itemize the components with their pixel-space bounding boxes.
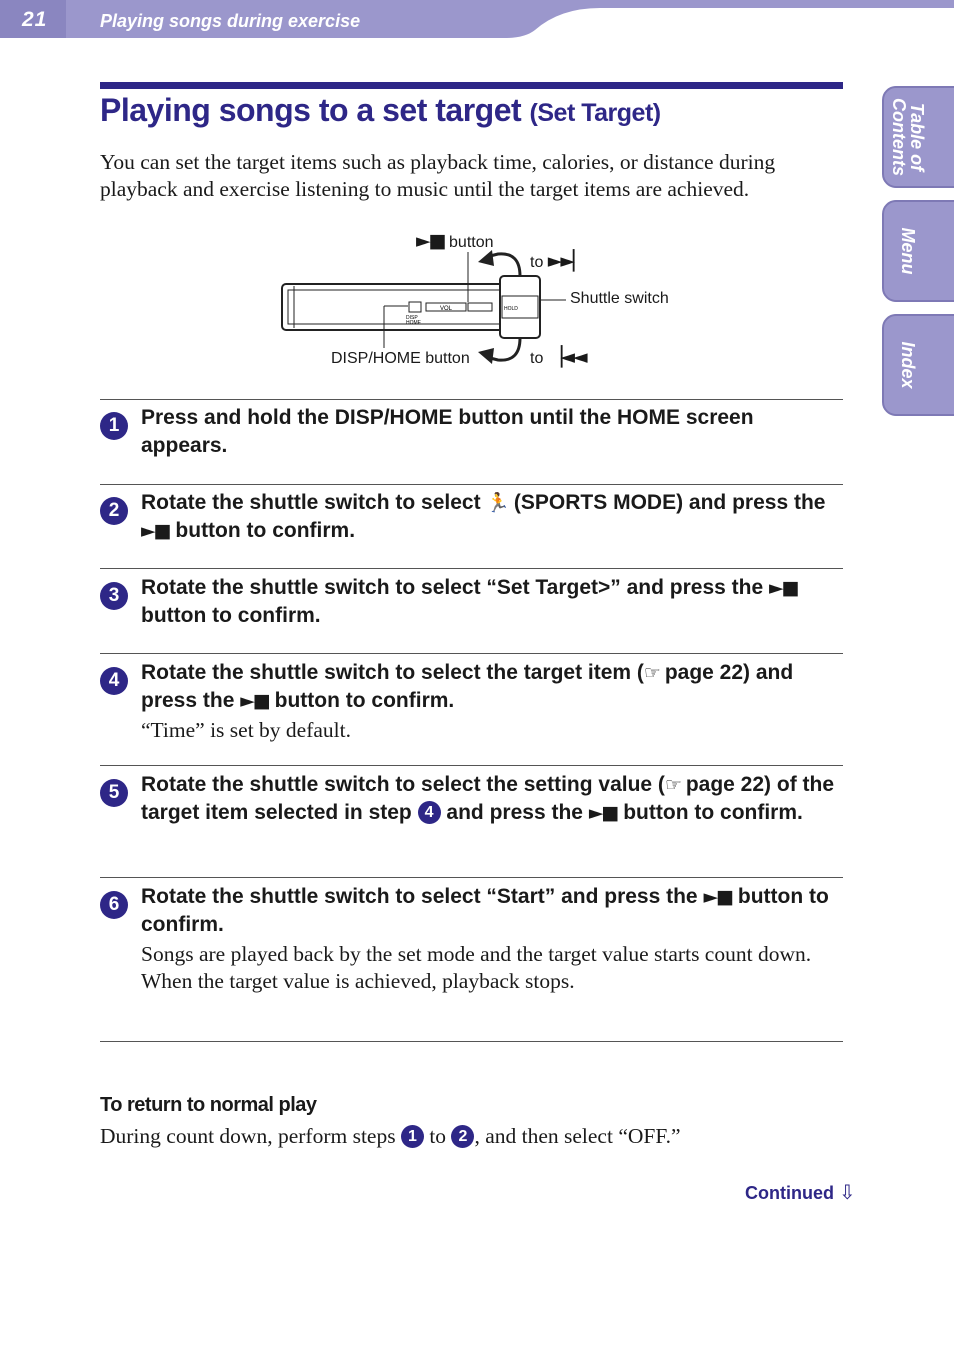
return-paragraph: During count down, perform steps 1 to 2 , and then select “OFF.”	[100, 1124, 681, 1148]
disp-text: DISP	[406, 315, 418, 321]
step-4	[100, 659, 843, 744]
title-main: Playing songs to a set target	[100, 92, 522, 128]
tab-label-contents: Table of Contents	[889, 98, 927, 176]
page-ref-link[interactable]: page 22	[664, 661, 744, 684]
divider	[100, 399, 843, 400]
pointer-icon: ☞	[643, 662, 659, 684]
step-number: 4	[100, 667, 128, 695]
play-stop-icon: ►■	[769, 577, 798, 599]
play-stop-icon: ►■	[416, 230, 445, 252]
divider	[100, 653, 843, 654]
step-ref-badge: 1	[401, 1125, 424, 1148]
divider	[100, 568, 843, 569]
step-number: 3	[100, 582, 128, 610]
step-note: “Time” is set by default.	[141, 718, 351, 742]
page-ref-link[interactable]: page 22	[685, 773, 765, 796]
step-instruction: Rotate the shuttle switch to select “Start” and press the ►■ button to confirm.	[141, 885, 829, 936]
title-rule	[100, 82, 843, 89]
step-5	[100, 771, 843, 827]
return-heading: To return to normal play	[100, 1094, 317, 1116]
section-title: Playing songs during exercise	[100, 11, 361, 31]
divider	[100, 877, 843, 878]
continued-link[interactable]: Continued ⇩	[745, 1180, 854, 1204]
play-button-label: ►■ button	[416, 230, 494, 252]
divider	[100, 484, 843, 485]
prev-track-icon: ▕◄◄	[547, 346, 586, 368]
step-1	[100, 404, 843, 460]
page-title	[100, 92, 661, 129]
down-arrow-icon: ⇩	[839, 1180, 854, 1204]
step-ref-badge: 2	[451, 1125, 474, 1148]
pointer-icon: ☞	[664, 774, 680, 796]
divider	[100, 1041, 843, 1042]
page-header	[0, 0, 954, 40]
step-number: 2	[100, 497, 128, 525]
next-label: to ►►▏	[530, 250, 586, 272]
step-number: 6	[100, 891, 128, 919]
play-stop-icon: ►■	[141, 520, 170, 542]
step-instruction: Rotate the shuttle switch to select the setting value (☞ page 22) of the target item selected in step 4 and press the ►■ button to confirm.	[141, 773, 835, 824]
shuttle-switch-label: Shuttle switch	[570, 290, 669, 307]
disp-home-label: DISP/HOME button	[331, 350, 470, 367]
tab-index[interactable]	[882, 314, 954, 416]
tab-label-menu: Menu	[898, 227, 918, 275]
divider	[100, 765, 843, 766]
title-sub: (Set Target)	[529, 99, 661, 127]
step-number: 1	[100, 412, 128, 440]
prev-label: to ▕◄◄	[530, 346, 586, 368]
step-2	[100, 489, 843, 545]
play-stop-icon: ►■	[588, 802, 618, 824]
tab-menu[interactable]	[882, 200, 954, 302]
step-number: 5	[100, 779, 128, 807]
device-diagram	[270, 222, 690, 382]
tab-label-index: Index	[898, 341, 918, 389]
home-text: HOME	[406, 320, 421, 326]
step-instruction: Rotate the shuttle switch to select “Set Target>” and press the ►■ button to confirm.	[141, 576, 798, 627]
intro-paragraph: You can set the target items such as playback time, calories, or distance during playback and exercise listening to music until the target items are achieved.	[100, 150, 776, 201]
step-instruction: Press and hold the DISP/HOME button until the HOME screen appears.	[141, 406, 754, 457]
step-instruction: Rotate the shuttle switch to select the target item (☞ page 22) and press the ►■ button to confirm.	[141, 661, 794, 712]
page-number: 21	[22, 8, 48, 31]
runner-icon: 🏃	[486, 492, 509, 514]
step-3	[100, 574, 843, 630]
step-ref-badge: 4	[418, 801, 441, 824]
step-note: Songs are played back by the set mode and the target value starts count down.	[141, 942, 812, 966]
next-track-icon: ►►▏	[547, 250, 586, 272]
hold-text: HOLD	[504, 306, 518, 312]
play-stop-icon: ►■	[240, 690, 269, 712]
step-6	[100, 883, 843, 995]
vol-text: VOL	[440, 306, 453, 312]
tab-table-of-contents[interactable]	[882, 86, 954, 188]
step-instruction: Rotate the shuttle switch to select 🏃 (SPORTS MODE) and press the ►■ button to confirm.	[141, 491, 826, 542]
play-stop-icon: ►■	[703, 886, 733, 908]
step-note: When the target value is achieved, playback stops.	[141, 969, 575, 993]
